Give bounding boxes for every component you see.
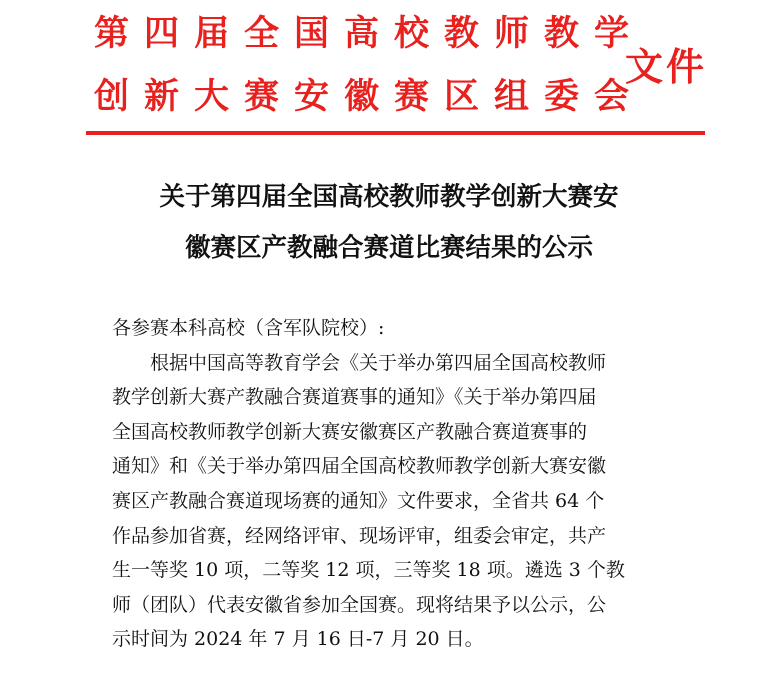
body-line: 全国高校教师教学创新大赛安徽赛区产教融合赛道赛事的	[112, 420, 588, 443]
org-name-line-1: 第四届全国高校教师教学	[94, 14, 645, 54]
body-line: 根据中国高等教育学会《关于举办第四届全国高校教师	[150, 351, 607, 374]
title-line-1: 关于第四届全国高校教师教学创新大赛安	[159, 182, 619, 212]
body-line: 作品参加省赛，经网络评审、现场评审，组委会审定，共产	[112, 524, 607, 547]
letterhead-divider	[86, 131, 705, 135]
body-line: 通知》和《关于举办第四届全国高校教师教学创新大赛安徽	[112, 455, 607, 478]
body-line: 生一等奖 10 项，二等奖 12 项，三等奖 18 项。遴选 3 个教	[112, 559, 625, 582]
body-line: 赛区产教融合赛道现场赛的通知》文件要求，全省共 64 个	[112, 489, 605, 512]
body-line: 示时间为 2024 年 7 月 16 日-7 月 20 日。	[112, 628, 484, 651]
title-line-2: 徽赛区产教融合赛道比赛结果的公示	[184, 233, 593, 263]
document-type-label: 文件	[625, 45, 708, 89]
org-name-line-2: 创新大赛安徽赛区组委会	[94, 77, 645, 117]
salutation: 各参赛本科高校（含军队院校）:	[112, 317, 385, 339]
letterhead	[0, 0, 778, 140]
body-line: 教学创新大赛产教融合赛道赛事的通知》《关于举办第四届	[112, 386, 597, 409]
document-title	[70, 172, 708, 274]
body-line: 师（团队）代表安徽省参加全国赛。现将结果予以公示，公	[112, 593, 607, 616]
document-body	[112, 311, 672, 657]
